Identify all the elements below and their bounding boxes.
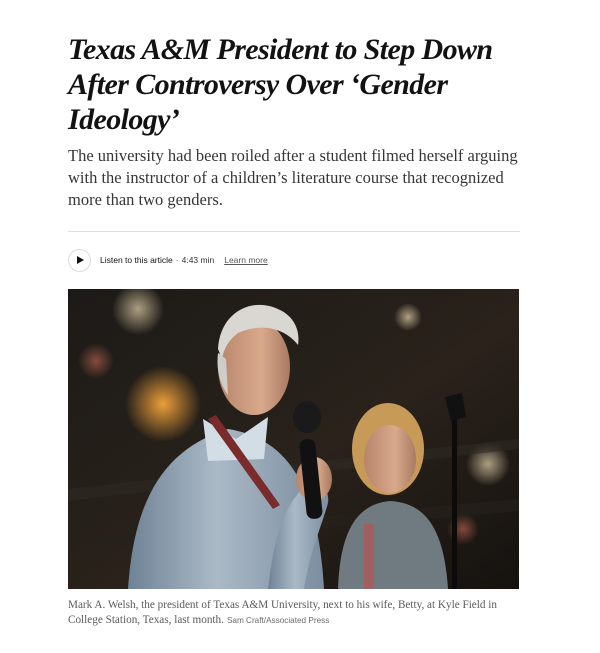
listen-duration: 4:43 min [181, 255, 215, 265]
listen-bar [68, 247, 520, 273]
article-summary: The university had been roiled after a student filmed herself arguing with the instructor of a children’s literature course that recognized more than two genders. [68, 146, 518, 209]
article-photo [68, 289, 519, 589]
photo-credit: Sam Craft/Associated Press [226, 616, 330, 625]
play-icon [77, 256, 84, 264]
listen-label: Listen to this article [100, 255, 173, 265]
listen-separator: · [175, 255, 179, 265]
photo-illustration [68, 289, 519, 589]
article [68, 0, 520, 273]
caption-text: Mark A. Welsh, the president of Texas A&M University, next to his wife, Betty, at Kyle Field in College Station, Texas, last month. [68, 599, 497, 626]
headline: Texas A&M President to Step Down After Controversy Over ‘Gender Ideology’ [68, 33, 493, 136]
play-button[interactable] [68, 249, 91, 272]
learn-more-link[interactable]: Learn more [224, 255, 268, 265]
photo-caption [68, 598, 520, 628]
divider [68, 231, 520, 232]
